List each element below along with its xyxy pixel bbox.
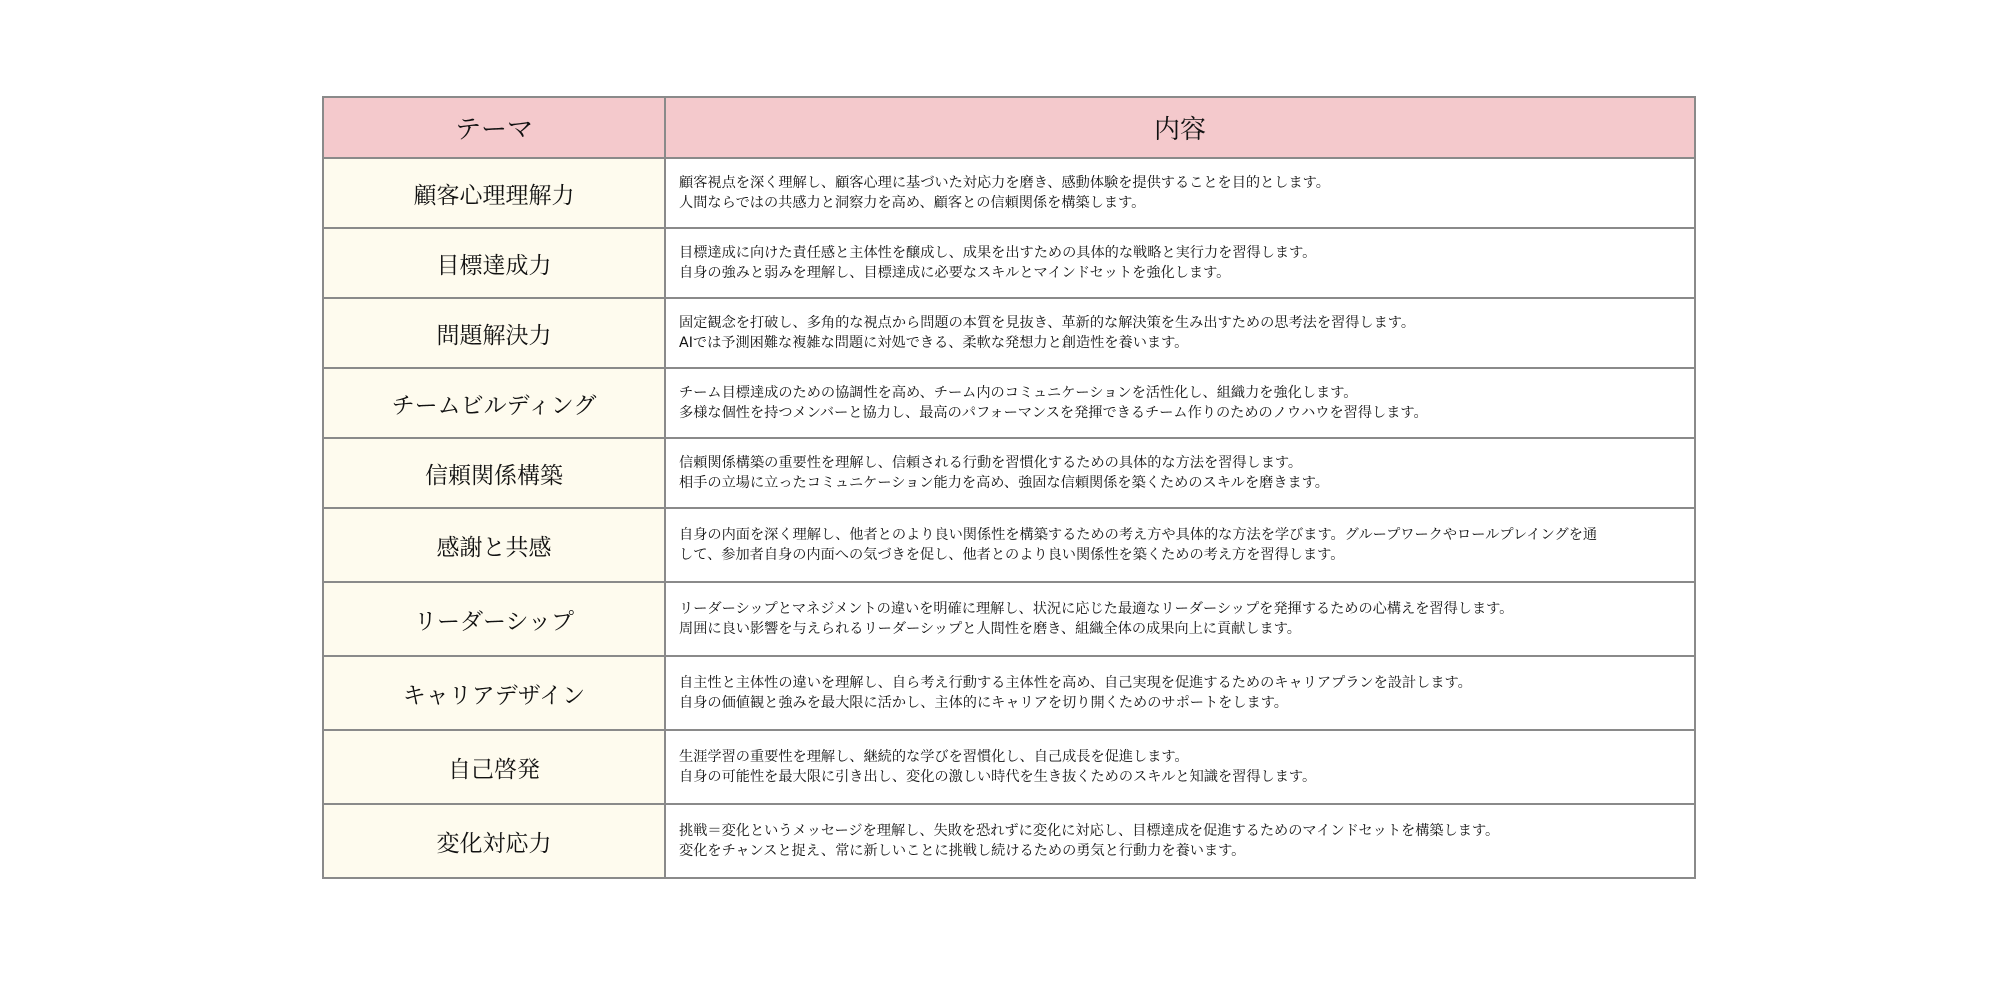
content-line: チーム目標達成のための協調性を高め、チーム内のコミュニケーションを活性化し、組織力を強化します。 bbox=[679, 385, 1358, 401]
row-theme: 自己啓発 bbox=[323, 730, 665, 804]
table-row bbox=[323, 298, 1695, 368]
table-row bbox=[323, 158, 1695, 228]
row-theme: 感謝と共感 bbox=[323, 508, 665, 582]
table-row bbox=[323, 508, 1695, 582]
table-row bbox=[323, 804, 1695, 878]
content-line: 顧客視点を深く理解し、顧客心理に基づいた対応力を磨き、感動体験を提供することを目的とします。 bbox=[679, 175, 1330, 191]
training-themes-table bbox=[322, 96, 1696, 879]
row-content bbox=[665, 158, 1695, 228]
row-theme: 目標達成力 bbox=[323, 228, 665, 298]
row-theme: 変化対応力 bbox=[323, 804, 665, 878]
content-line: 周囲に良い影響を与えられるリーダーシップと人間性を磨き、組織全体の成果向上に貢献します。 bbox=[679, 621, 1301, 637]
training-themes-table-wrapper bbox=[322, 96, 1694, 879]
row-content bbox=[665, 438, 1695, 508]
table-body bbox=[323, 158, 1695, 878]
row-content bbox=[665, 298, 1695, 368]
table-row bbox=[323, 228, 1695, 298]
row-content bbox=[665, 730, 1695, 804]
content-line: 目標達成に向けた責任感と主体性を醸成し、成果を出すための具体的な戦略と実行力を習得します。 bbox=[679, 245, 1317, 261]
header-row bbox=[323, 97, 1695, 158]
row-content bbox=[665, 804, 1695, 878]
table-row bbox=[323, 730, 1695, 804]
content-line: 多様な個性を持つメンバーと協力し、最高のパフォーマンスを発揮できるチーム作りのためのノウハウを習得します。 bbox=[679, 405, 1428, 421]
content-line: AIでは予測困難な複雑な問題に対処できる、柔軟な発想力と創造性を養います。 bbox=[679, 335, 1189, 351]
row-content bbox=[665, 656, 1695, 730]
table-header bbox=[323, 97, 1695, 158]
table-row bbox=[323, 656, 1695, 730]
row-theme: 顧客心理理解力 bbox=[323, 158, 665, 228]
content-line: 自主性と主体性の違いを理解し、自ら考え行動する主体性を高め、自己実現を促進するためのキャリアプランを設計します。 bbox=[679, 675, 1472, 691]
table-row bbox=[323, 438, 1695, 508]
row-theme: チームビルディング bbox=[323, 368, 665, 438]
content-line: 自身の価値観と強みを最大限に活かし、主体的にキャリアを切り開くためのサポートをします。 bbox=[679, 695, 1288, 711]
header-content: 内容 bbox=[665, 97, 1695, 158]
content-line: 相手の立場に立ったコミュニケーション能力を高め、強固な信頼関係を築くためのスキルを磨きます。 bbox=[679, 475, 1329, 491]
row-theme: キャリアデザイン bbox=[323, 656, 665, 730]
content-line: 信頼関係構築の重要性を理解し、信頼される行動を習慣化するための具体的な方法を習得します。 bbox=[679, 455, 1303, 471]
row-theme: 信頼関係構築 bbox=[323, 438, 665, 508]
table-row bbox=[323, 368, 1695, 438]
content-line: 人間ならではの共感力と洞察力を高め、顧客との信頼関係を構築します。 bbox=[679, 195, 1146, 211]
table-row bbox=[323, 582, 1695, 656]
content-line: 自身の可能性を最大限に引き出し、変化の激しい時代を生き抜くためのスキルと知識を習得します。 bbox=[679, 769, 1317, 785]
content-line: 自身の内面を深く理解し、他者とのより良い関係性を構築するための考え方や具体的な方法を学びます。グループワークやロールプレイングを通 bbox=[679, 527, 1598, 543]
row-content bbox=[665, 368, 1695, 438]
row-theme: リーダーシップ bbox=[323, 582, 665, 656]
content-line: 変化をチャンスと捉え、常に新しいことに挑戦し続けるための勇気と行動力を養います。 bbox=[679, 843, 1246, 859]
content-line: リーダーシップとマネジメントの違いを明確に理解し、状況に応じた最適なリーダーシップを発揮するための心構えを習得します。 bbox=[679, 601, 1514, 617]
header-theme: テーマ bbox=[323, 97, 665, 158]
row-content bbox=[665, 582, 1695, 656]
row-theme: 問題解決力 bbox=[323, 298, 665, 368]
content-line: 生涯学習の重要性を理解し、継続的な学びを習慣化し、自己成長を促進します。 bbox=[679, 749, 1189, 765]
row-content bbox=[665, 508, 1695, 582]
content-line: して、参加者自身の内面への気づきを促し、他者とのより良い関係性を築くための考え方を習得します。 bbox=[679, 547, 1345, 563]
row-content bbox=[665, 228, 1695, 298]
content-line: 自身の強みと弱みを理解し、目標達成に必要なスキルとマインドセットを強化します。 bbox=[679, 265, 1231, 281]
content-line: 挑戦＝変化というメッセージを理解し、失敗を恐れずに変化に対応し、目標達成を促進するためのマインドセットを構築します。 bbox=[679, 823, 1500, 839]
content-line: 固定観念を打破し、多角的な視点から問題の本質を見抜き、革新的な解決策を生み出すための思考法を習得します。 bbox=[679, 315, 1416, 331]
